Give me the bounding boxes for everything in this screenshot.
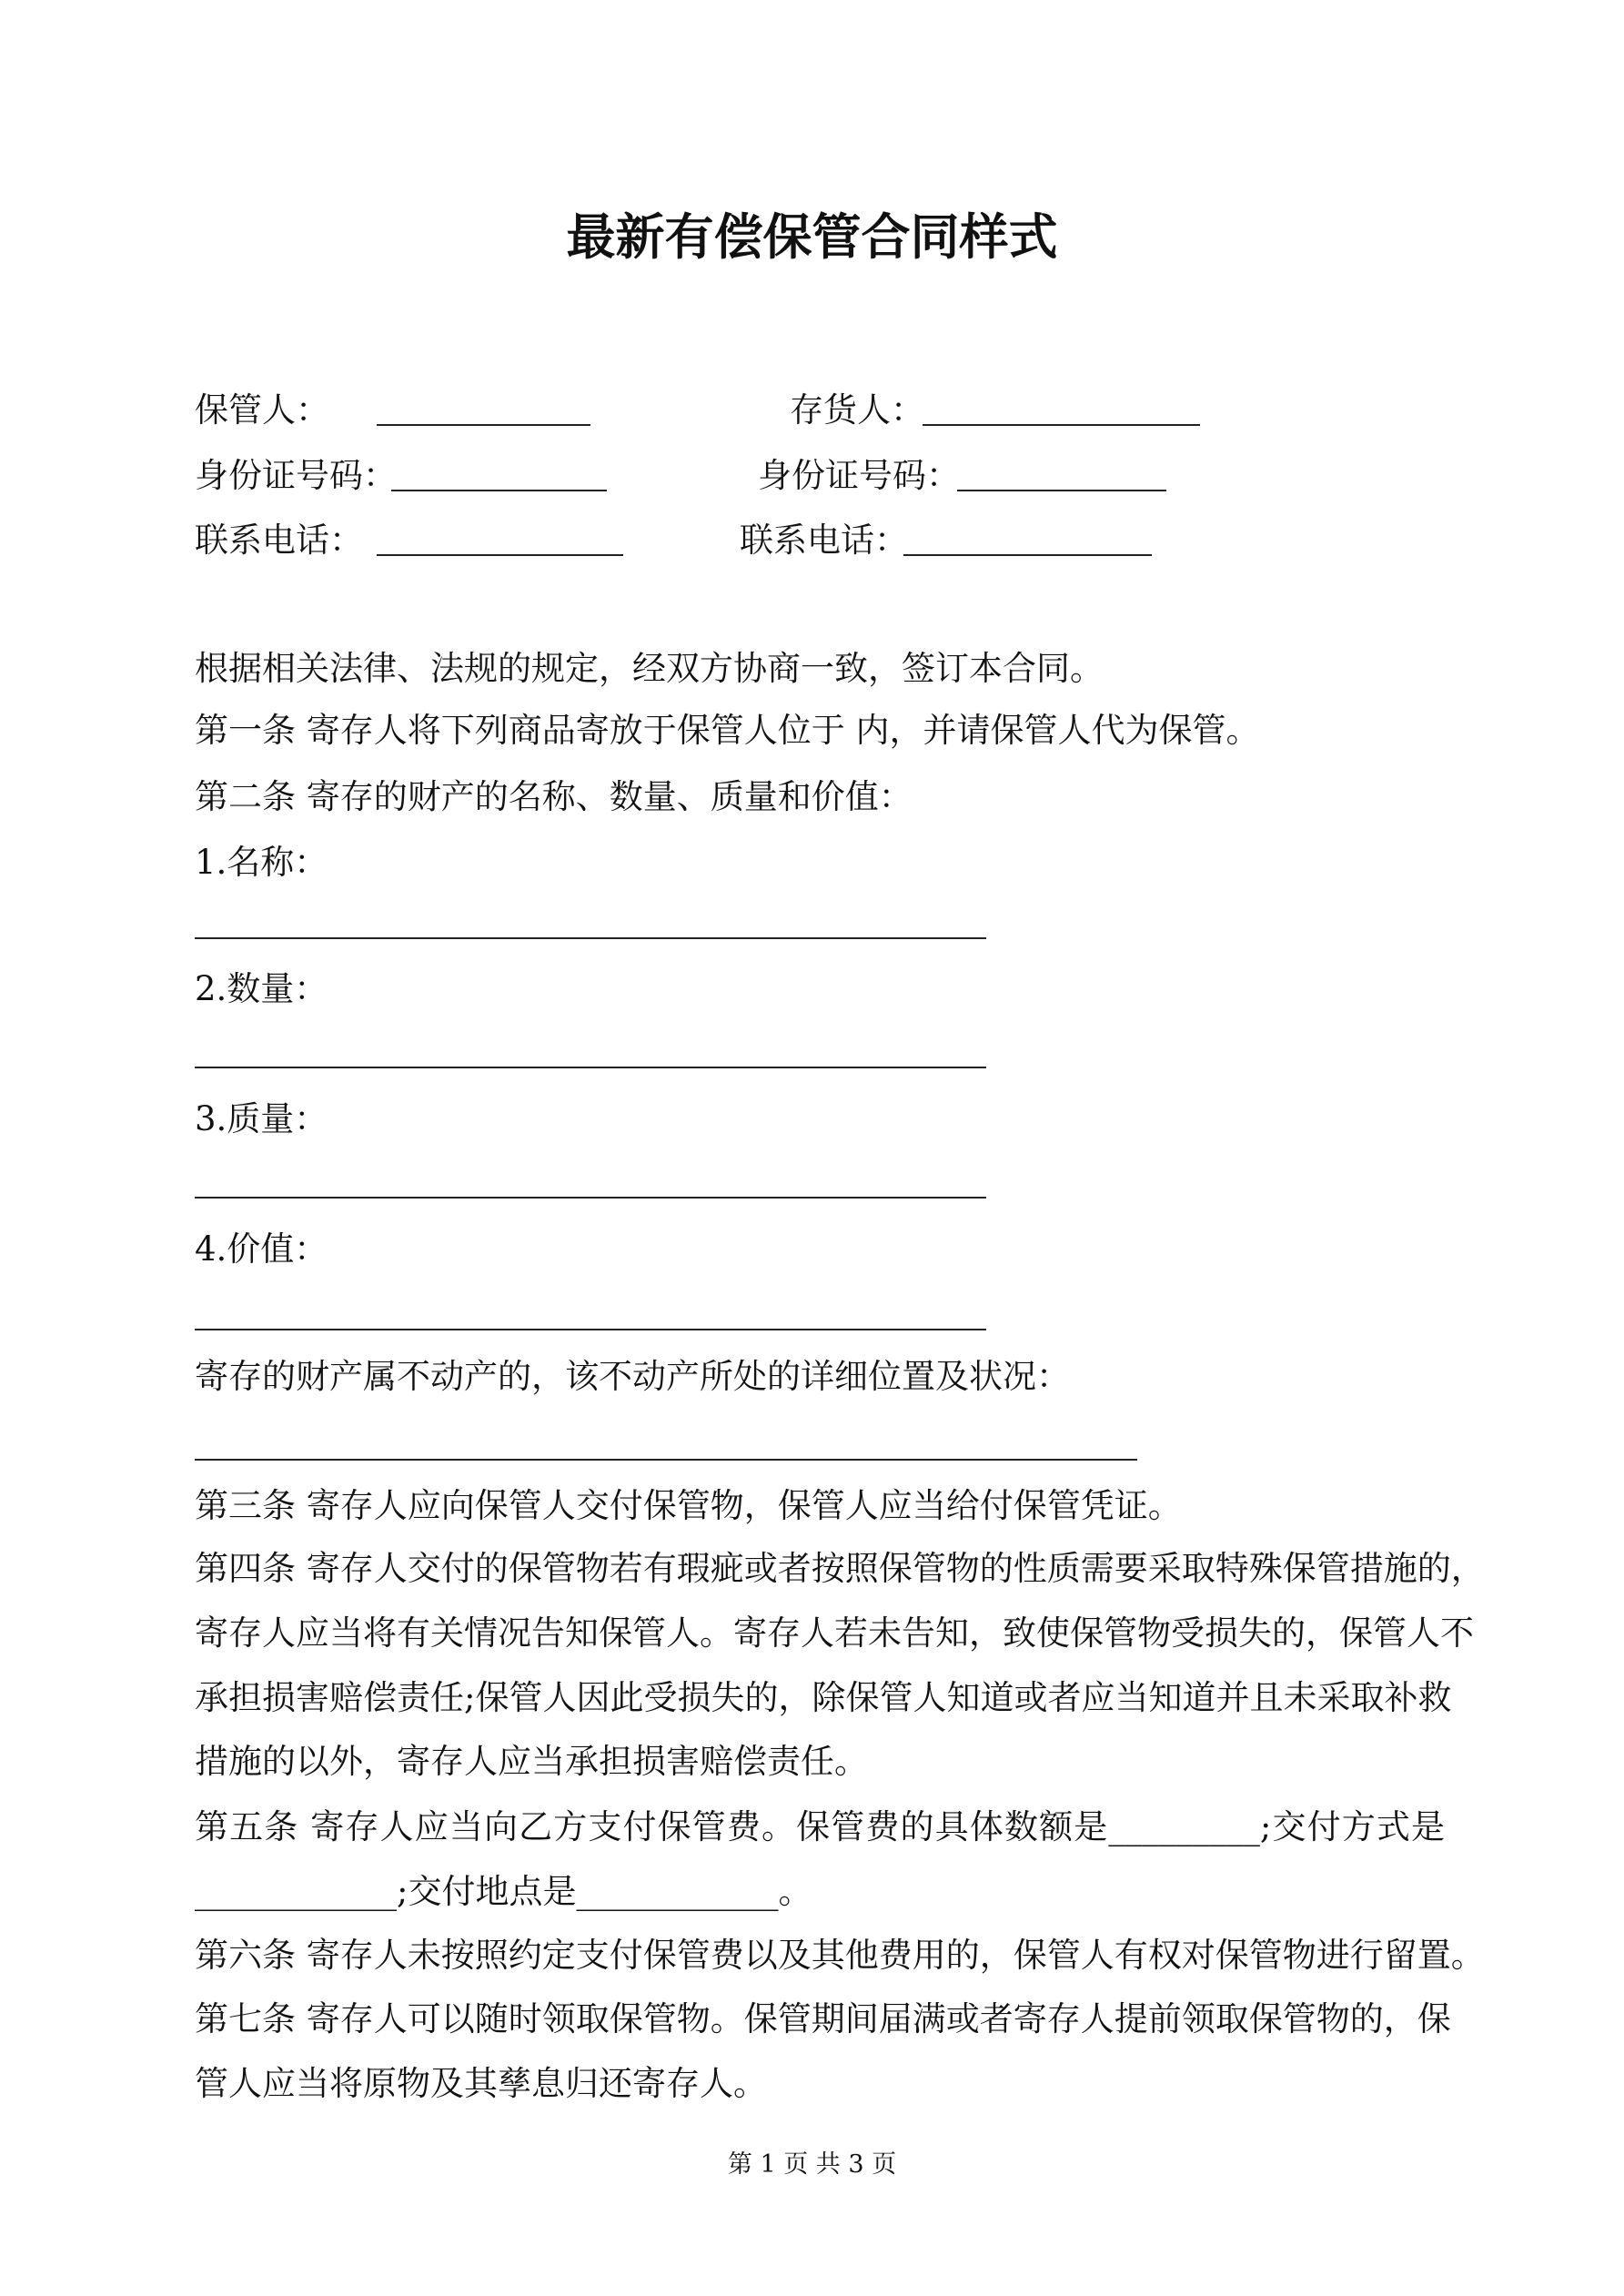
custodian-phone-label: 联系电话：: [195, 521, 363, 560]
custodian-blank: [377, 424, 590, 426]
depositor-id-blank: [957, 490, 1166, 491]
article-2: 第二条 寄存的财产的名称、数量、质量和价值：: [195, 777, 913, 816]
intro-text: 根据相关法律、法规的规定，经双方协商一致，签订本合同。: [195, 649, 1104, 688]
article-1: 第一条 寄存人将下列商品寄放于保管人位于 内，并请保管人代为保管。: [195, 711, 1260, 750]
article-4-line: 承担损害赔偿责任;保管人因此受损失的，除保管人知道或者应当知道并且未采取补救: [195, 1678, 1452, 1717]
article-5-line: 第五条 寄存人应当向乙方支付保管费。保管费的具体数额是_________;交付方式是: [195, 1807, 1445, 1846]
article-4-line: 第四条 寄存人交付的保管物若有瑕疵或者按照保管物的性质需要采取特殊保管措施的，: [195, 1549, 1485, 1588]
custodian-phone-blank: [377, 554, 623, 556]
item-quantity-blank: [195, 1067, 986, 1068]
item-value-label: 4.价值：: [195, 1229, 328, 1269]
item-quality-blank: [195, 1197, 986, 1199]
depositor-phone-blank: [903, 554, 1152, 556]
custodian-id-blank: [391, 490, 607, 491]
custodian-label: 保管人：: [195, 390, 329, 430]
page-number: 第 1 页 共 3 页: [727, 2150, 897, 2179]
item-quality-label: 3.质量：: [195, 1099, 328, 1138]
article-3: 第三条 寄存人应向保管人交付保管物，保管人应当给付保管凭证。: [195, 1486, 1182, 1525]
depositor-label: 存货人：: [790, 390, 924, 430]
custodian-id-label: 身份证号码：: [195, 456, 397, 495]
depositor-blank: [923, 424, 1200, 426]
item-name-label: 1.名称：: [195, 843, 328, 882]
article-6: 第六条 寄存人未按照约定支付保管费以及其他费用的，保管人有权对保管物进行留置。: [195, 1936, 1485, 1975]
article-7-line: 管人应当将原物及其孳息归还寄存人。: [195, 2064, 767, 2103]
article-4-line: 措施的以外，寄存人应当承担损害赔偿责任。: [195, 1742, 868, 1781]
depositor-phone-label: 联系电话：: [740, 521, 908, 560]
real-estate-blank: [195, 1459, 1137, 1461]
article-4-line: 寄存人应当将有关情况告知保管人。寄存人若未告知，致使保管物受损失的，保管人不: [195, 1613, 1474, 1653]
item-name-blank: [195, 937, 986, 939]
real-estate-text: 寄存的财产属不动产的，该不动产所处的详细位置及状况：: [195, 1357, 1070, 1396]
article-7-line: 第七条 寄存人可以随时领取保管物。保管期间届满或者寄存人提前领取保管物的，保: [195, 1999, 1451, 2038]
document-title: 最新有偿保管合同样式: [566, 207, 1058, 266]
article-5-line: ____________;交付地点是____________。: [195, 1872, 812, 1911]
item-value-blank: [195, 1329, 986, 1330]
depositor-id-label: 身份证号码：: [758, 456, 960, 495]
item-quantity-label: 2.数量：: [195, 969, 328, 1008]
